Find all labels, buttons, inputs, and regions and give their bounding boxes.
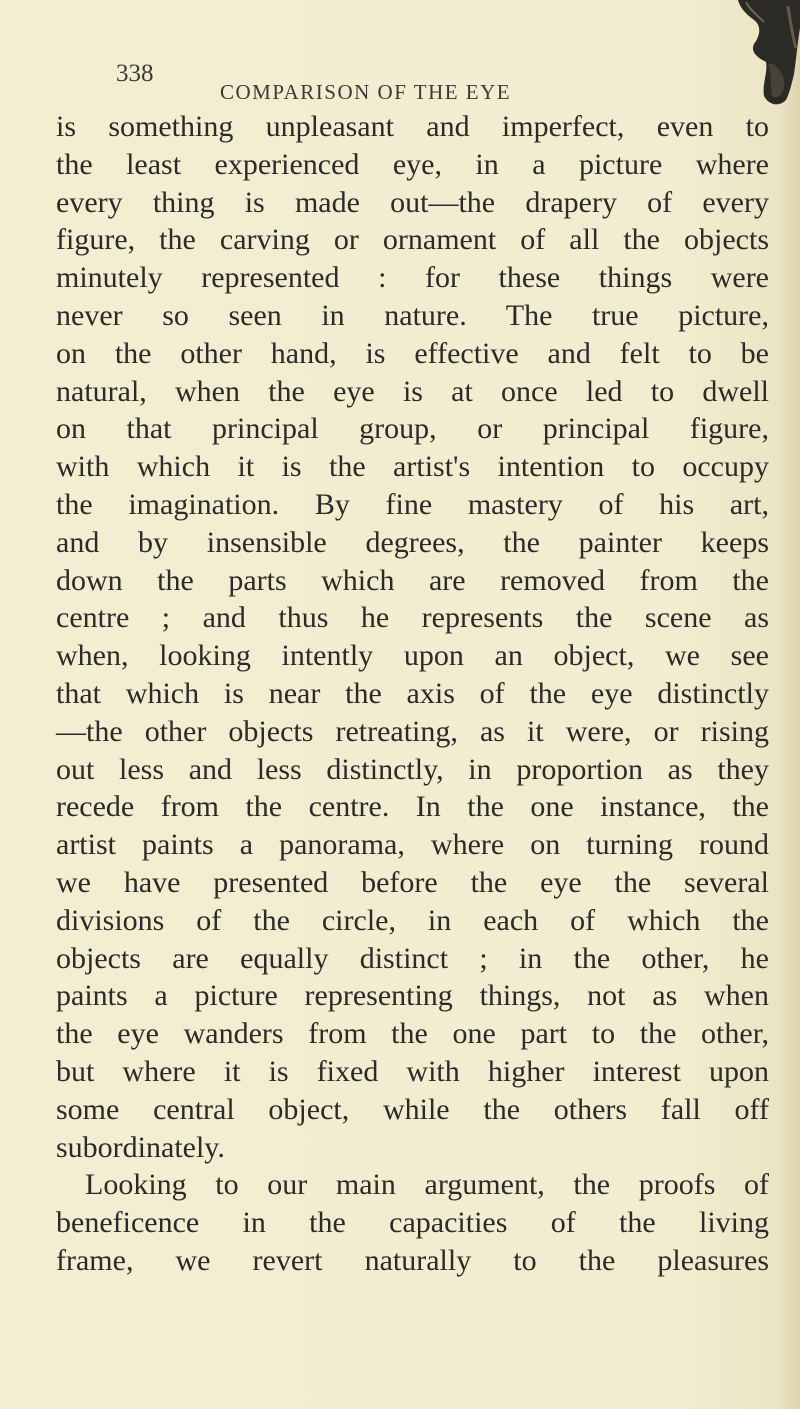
page-number: 338 (116, 60, 154, 87)
text-line: we have presented before the eye the several (56, 865, 769, 899)
page-header (0, 60, 800, 104)
text-line: out less and less distinctly, in proportion as they (56, 752, 769, 786)
text-line: frame, we revert naturally to the pleasures (56, 1243, 769, 1277)
text-line: figure, the carving or ornament of all the objects (56, 223, 769, 257)
text-line: beneficence in the capacities of the living (56, 1206, 769, 1240)
text-line: on that principal group, or principal figure, (56, 412, 769, 446)
text-line: minutely represented : for these things were (56, 261, 769, 295)
text-line: and by insensible degrees, the painter keeps (56, 525, 769, 559)
paragraph (56, 1166, 776, 1279)
text-line: every thing is made out—the drapery of every (56, 185, 769, 219)
text-line: on the other hand, is effective and felt to be (56, 336, 769, 370)
text-line: natural, when the eye is at once led to dwell (56, 374, 769, 408)
text-line: is something unpleasant and imperfect, even to (56, 110, 769, 143)
text-line: down the parts which are removed from the (56, 563, 769, 597)
running-head: COMPARISON OF THE EYE (220, 80, 512, 104)
paragraph (56, 108, 776, 1166)
text-line: that which is near the axis of the eye distinctly (56, 676, 769, 710)
text-line: objects are equally distinct ; in the other, he (56, 941, 769, 975)
text-line: subordinately. (56, 1130, 225, 1164)
page-edge-shadow (778, 0, 800, 1409)
text-line: the eye wanders from the one part to the other, (56, 1017, 769, 1051)
text-line: divisions of the circle, in each of which the (56, 903, 769, 937)
text-line: some central object, while the others fall off (56, 1092, 769, 1126)
text-line: the least experienced eye, in a picture where (56, 147, 769, 181)
body-text (56, 108, 776, 1280)
text-line: but where it is fixed with higher interest upon (56, 1054, 769, 1088)
text-line: Looking to our main argument, the proofs of (85, 1168, 769, 1202)
text-line: never so seen in nature. The true picture, (56, 298, 769, 332)
text-line: when, looking intently upon an object, we see (56, 639, 769, 673)
text-line: the imagination. By fine mastery of his art, (56, 487, 769, 521)
text-line: paints a picture representing things, not as when (56, 979, 769, 1013)
text-line: recede from the centre. In the one instance, the (56, 790, 769, 824)
text-line: centre ; and thus he represents the scene as (56, 601, 769, 635)
text-line: —the other objects retreating, as it were, or rising (56, 714, 769, 748)
text-line: with which it is the artist's intention to occupy (56, 450, 769, 484)
text-line: artist paints a panorama, where on turning round (56, 828, 769, 862)
